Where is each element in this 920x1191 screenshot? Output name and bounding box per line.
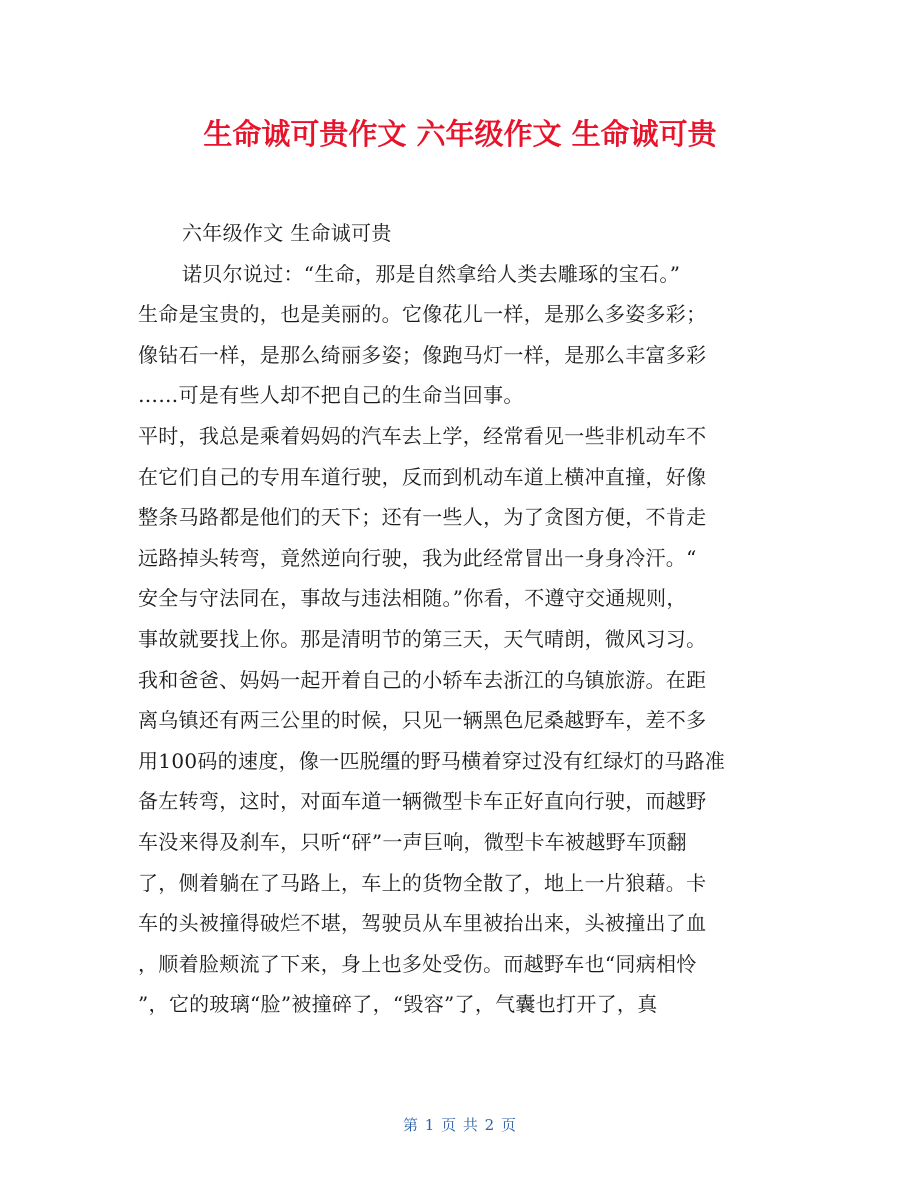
paragraph-line: 事故就要找上你。那是清明节的第三天，天气晴朗，微风习习。 — [138, 626, 707, 651]
paragraph-line: 诺贝尔说过：“生命，那是自然拿给人类去雕琢的宝石。” — [182, 261, 681, 286]
paragraph-line: 离乌镇还有两三公里的时候，只见一辆黑色尼桑越野车，差不多 — [138, 708, 707, 733]
subtitle-line: 六年级作文 生命诚可贵 — [182, 221, 392, 245]
paragraph-line: 整条马路都是他们的天下；还有一些人，为了贪图方便，不肯走 — [138, 505, 707, 530]
document-body — [138, 213, 788, 1025]
document-title: 生命诚可贵作文 六年级作文 生命诚可贵 — [203, 117, 717, 151]
paragraph-line: 用100码的速度，像一匹脱缰的野马横着穿过没有红绿灯的马路准 — [138, 748, 726, 773]
paragraph-line: 了，侧着躺在了马路上，车上的货物全散了，地上一片狼藉。卡 — [138, 870, 707, 895]
page-number-footer: 第 1 页 共 2 页 — [403, 1116, 517, 1134]
paragraph-line: 在它们自己的专用车道行驶，反而到机动车道上横冲直撞，好像 — [138, 464, 707, 489]
paragraph-line: 车的头被撞得破烂不堪，驾驶员从车里被抬出来，头被撞出了血 — [138, 911, 707, 936]
paragraph-line: 安全与守法同在，事故与违法相随。”你看，不遵守交通规则， — [138, 586, 687, 611]
paragraph-line: ……可是有些人却不把自己的生命当回事。 — [138, 383, 524, 408]
paragraph-line: 备左转弯，这时，对面车道一辆微型卡车正好直向行驶，而越野 — [138, 789, 707, 814]
paragraph-line: 我和爸爸、妈妈一起开着自己的小轿车去浙江的乌镇旅游。在距 — [138, 667, 707, 692]
paragraph-line: ，顺着脸颊流了下来，身上也多处受伤。而越野车也“同病相怜 — [138, 951, 697, 976]
paragraph-line: 远路掉头转弯，竟然逆向行驶，我为此经常冒出一身身冷汗。“ — [138, 545, 697, 570]
paragraph-line: 生命是宝贵的，也是美丽的。它像花儿一样，是那么多姿多彩； — [138, 302, 707, 327]
paragraph-line: 平时，我总是乘着妈妈的汽车去上学，经常看见一些非机动车不 — [138, 423, 707, 448]
paragraph-line: 车没来得及刹车，只听“砰”一声巨响，微型卡车被越野车顶翻 — [138, 829, 687, 854]
paragraph-line: ”，它的玻璃“脸”被撞碎了，“毁容”了，气囊也打开了，真 — [138, 992, 658, 1017]
paragraph-line: 像钻石一样，是那么绮丽多姿；像跑马灯一样，是那么丰富多彩 — [138, 342, 707, 367]
